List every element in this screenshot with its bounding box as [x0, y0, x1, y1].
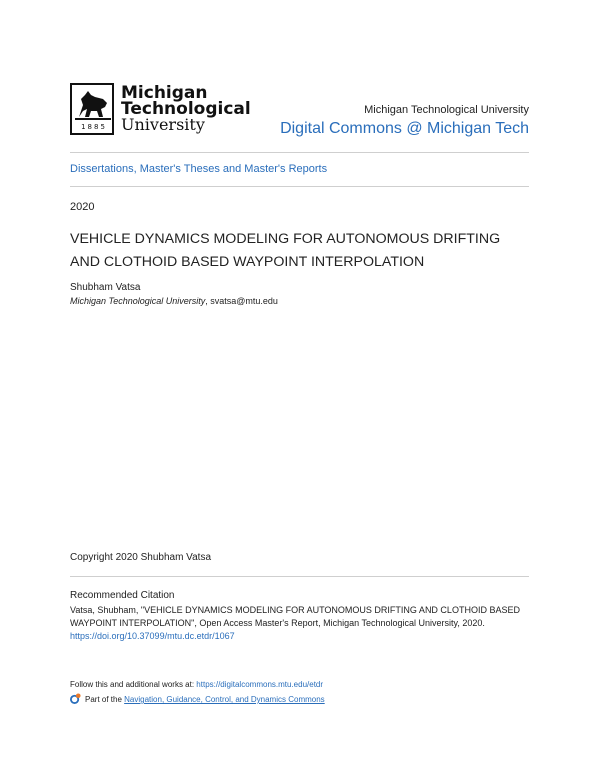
author-email: svatsa@mtu.edu — [210, 296, 278, 306]
follow-line — [70, 680, 323, 689]
partof-link[interactable]: Navigation, Guidance, Control, and Dynamics Commons — [124, 695, 325, 704]
affiliation-separator: , — [205, 296, 211, 306]
publication-year: 2020 — [70, 201, 95, 213]
header-university: Michigan Technological University — [364, 104, 529, 116]
follow-link[interactable]: https://digitalcommons.mtu.edu/etdr — [196, 680, 324, 689]
author-affiliation — [70, 296, 278, 306]
document-title: VEHICLE DYNAMICS MODELING FOR AUTONOMOUS DRIFTING AND CLOTHOID BASED WAYPOINT INTERPOLATION — [70, 231, 501, 270]
divider — [70, 152, 529, 153]
logo-wordmark — [121, 85, 251, 133]
copyright-notice: Copyright 2020 Shubham Vatsa — [70, 552, 212, 563]
husky-logo-icon — [70, 83, 114, 135]
logo-line-3: University — [121, 115, 205, 134]
logo-line-1: Michigan — [121, 83, 208, 103]
logo-year: 1885 — [81, 123, 107, 131]
citation-doi-link[interactable]: https://doi.org/10.37099/mtu.dc.etdr/1067 — [70, 631, 235, 641]
author-name: Shubham Vatsa — [70, 282, 141, 293]
university-logo — [70, 83, 251, 138]
follow-text: Follow this and additional works at: — [70, 680, 197, 689]
affiliation-name: Michigan Technological University — [70, 296, 206, 306]
commons-network-icon — [70, 693, 81, 704]
citation-heading: Recommended Citation — [70, 590, 175, 601]
citation-block — [70, 604, 532, 643]
logo-line-2: Technological — [121, 99, 251, 119]
partof-line — [70, 693, 325, 704]
header-repository-link[interactable]: Digital Commons @ Michigan Tech — [280, 120, 529, 137]
divider — [70, 576, 529, 577]
partof-text: Part of the — [85, 695, 125, 704]
divider — [70, 186, 529, 187]
citation-text: Vatsa, Shubham, "VEHICLE DYNAMICS MODELING FOR AUTONOMOUS DRIFTING AND CLOTHOID BASED WAYPOINT INTERPOLATION", Open Access Master's Report, Michigan Technological University, 2020. — [70, 605, 520, 628]
series-link[interactable]: Dissertations, Master's Theses and Master's Reports — [70, 163, 328, 175]
